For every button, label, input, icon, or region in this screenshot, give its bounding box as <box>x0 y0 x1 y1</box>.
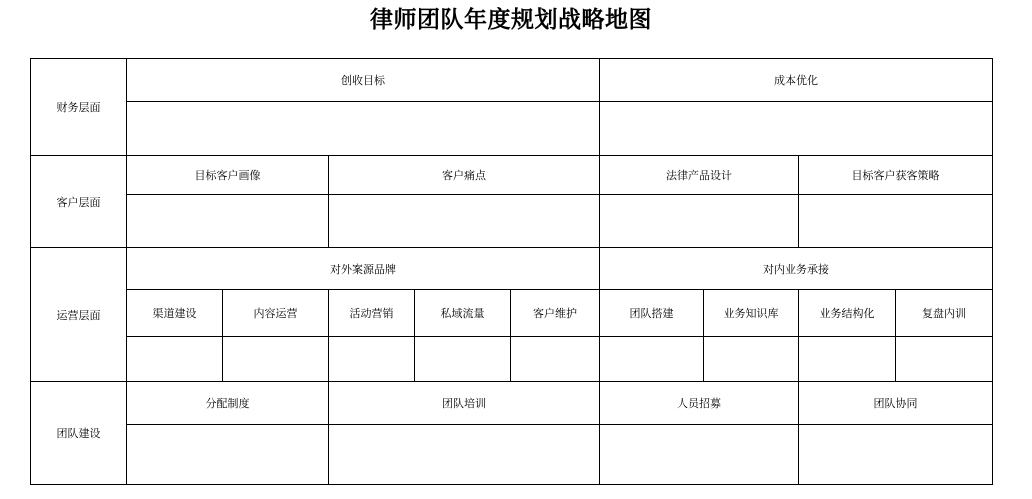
finance-input-revenue[interactable] <box>127 102 599 155</box>
header-event-marketing: 活动营销 <box>349 307 394 320</box>
team-input-training[interactable] <box>329 425 599 484</box>
header-legal-product-design: 法律产品设计 <box>666 169 732 182</box>
header-distribution-system: 分配制度 <box>205 397 250 410</box>
operations-input-team-building[interactable] <box>600 337 703 381</box>
header-customer-pain-points: 客户痛点 <box>442 169 486 182</box>
header-knowledge-base: 业务知识库 <box>723 307 779 320</box>
operations-input-knowledge-base[interactable] <box>704 337 798 381</box>
row-label-operations: 运营层面 <box>56 308 101 322</box>
header-customer-maintenance: 客户维护 <box>533 307 577 320</box>
group-external-case-brand: 对外案源品牌 <box>330 262 396 276</box>
customer-input-profile[interactable] <box>127 195 328 247</box>
header-team-training: 团队培训 <box>442 397 486 410</box>
customer-input-product-design[interactable] <box>600 195 798 247</box>
operations-input-content[interactable] <box>223 337 328 381</box>
customer-input-acquisition[interactable] <box>799 195 992 247</box>
team-input-recruitment[interactable] <box>600 425 798 484</box>
header-recruitment: 人员招募 <box>677 397 721 410</box>
operations-input-channel[interactable] <box>127 337 222 381</box>
header-team-building: 团队搭建 <box>629 307 674 320</box>
header-team-collaboration: 团队协同 <box>873 397 918 410</box>
header-business-structuring: 业务结构化 <box>819 307 875 320</box>
header-customer-acquisition-strategy: 目标客户获客策略 <box>851 169 940 182</box>
finance-input-cost[interactable] <box>600 102 992 155</box>
operations-input-structuring[interactable] <box>799 337 895 381</box>
header-channel-building: 渠道建设 <box>152 307 197 320</box>
operations-input-event[interactable] <box>329 337 414 381</box>
header-target-customer-profile: 目标客户画像 <box>194 169 261 182</box>
header-review-training: 复盘内训 <box>922 307 966 320</box>
header-cost-optimization: 成本优化 <box>774 74 818 87</box>
operations-input-maintenance[interactable] <box>511 337 599 381</box>
page-title: 律师团队年度规划战略地图 <box>370 6 652 33</box>
row-label-finance: 财务层面 <box>56 101 101 114</box>
row-label-customer: 客户层面 <box>56 195 101 209</box>
team-input-distribution[interactable] <box>127 425 328 484</box>
group-internal-business: 对内业务承接 <box>763 262 829 276</box>
operations-input-review[interactable] <box>896 337 992 381</box>
header-content-operations: 内容运营 <box>253 307 298 320</box>
header-private-traffic: 私域流量 <box>440 307 485 320</box>
row-label-team: 团队建设 <box>56 427 101 440</box>
operations-input-private-traffic[interactable] <box>415 337 510 381</box>
customer-input-pain-points[interactable] <box>329 195 599 247</box>
team-input-collaboration[interactable] <box>799 425 992 484</box>
header-revenue-target: 创收目标 <box>341 74 385 87</box>
